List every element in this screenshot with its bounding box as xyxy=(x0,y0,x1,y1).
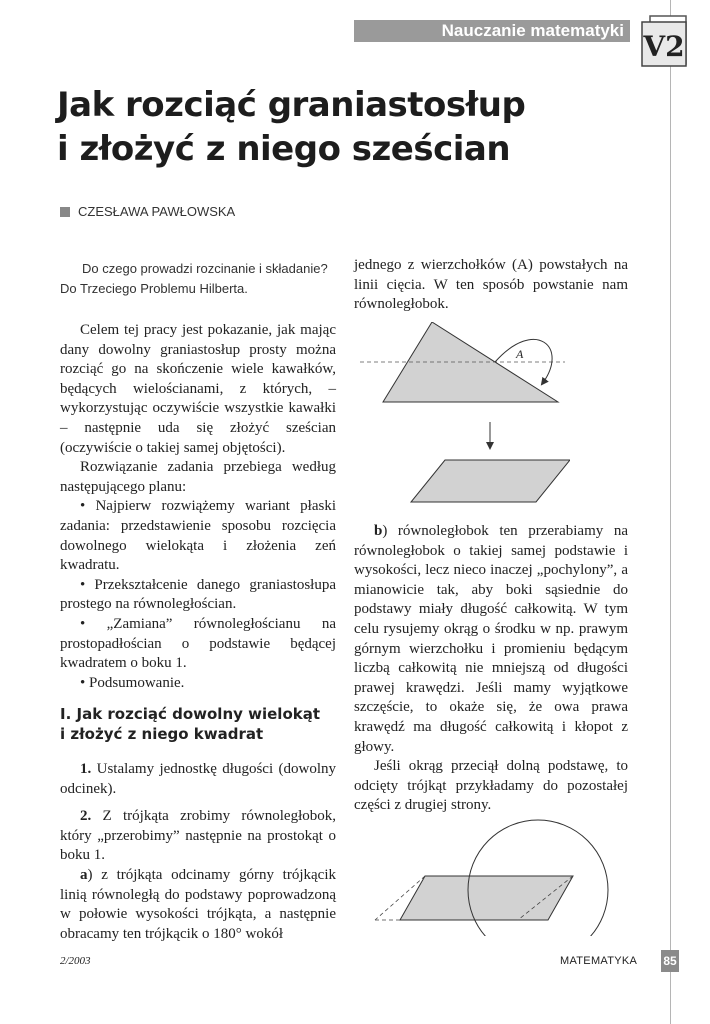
section-heading-line-1: I. Jak rozciąć dowolny wielokąt xyxy=(60,705,321,723)
right-paragraph-3: Jeśli okrąg przeciął dolną podstawę, to odcięty trójkąt przykładamy do pozostałej części z drugiej strony. xyxy=(354,758,628,814)
logo-text: V2 xyxy=(643,30,685,63)
issue-number: 2/2003 xyxy=(60,955,91,967)
parallelogram-shape xyxy=(400,876,573,920)
v2-logo xyxy=(640,12,692,70)
square-bullet-icon xyxy=(60,207,70,217)
section-title: Nauczanie matematyki xyxy=(441,21,624,40)
journal-name: MATEMATYKA xyxy=(560,955,638,967)
plan-item-2: • Przekształcenie danego graniastosłupa prostego na równoległościan. xyxy=(60,576,336,613)
header-bar xyxy=(354,20,630,42)
figure-triangle-to-parallelogram xyxy=(360,322,570,522)
lead-line-2: Do Trzeciego Problemu Hilberta. xyxy=(60,281,248,296)
step-b xyxy=(354,522,628,757)
parallelogram-shape xyxy=(411,460,570,502)
author xyxy=(60,204,235,219)
step-b-text: ) równoległobok ten przerabiamy na równoległobok o takiej samej podstawie i wysokości, lecz nieco inaczej „pochylony”, a mianowicie tak, aby boki sąsiednie do podstawy miały długość całkowitą. W tym celu rysujemy okrąg o środku w np. prawym górnym wierzchołku i promieniu będącym liczbą całkowitą nie mniejszą od długości prawej krawędzi. Jeśli mamy wyjątkowe szczęście, to okaże się, że owa prawa krawędź ma długość całkowitą i kłopot z głowy. xyxy=(354,523,628,755)
title-line-2: i złożyć z niego sześcian xyxy=(57,129,511,169)
lead-line-1: Do czego prowadzi rozcinanie i składanie? xyxy=(82,261,328,276)
page-number: 85 xyxy=(661,950,679,972)
step-2-number: 2. xyxy=(80,808,92,825)
right-paragraph-1: jednego z wierzchołków (A) powstałych na linii cięcia. W ten sposób powstanie nam równoległobok. xyxy=(354,257,628,313)
author-name: CZESŁAWA PAWŁOWSKA xyxy=(78,204,236,219)
step-a-text: ) z trójkąta odcinamy górny trójkącik linią równoległą do podstawy poprowadzoną w połowie wysokości trójkąta, a następnie obracamy ten trójkącik o 180° wokół xyxy=(60,866,336,942)
right-column-top xyxy=(354,256,628,315)
plan-item-1: • Najpierw rozwiążemy wariant płaski zadania: przedstawienie sposobu rozcięcia dowolnego wielokąta i złożenia zeń kwadratu. xyxy=(60,498,336,574)
left-column-steps xyxy=(60,760,336,944)
step-a xyxy=(60,866,336,944)
step-2 xyxy=(60,807,336,866)
plan-item-4: • Podsumowanie. xyxy=(80,674,185,691)
margin-rule xyxy=(670,0,671,1024)
step-1-number: 1. xyxy=(80,761,92,777)
vertex-label-a: A xyxy=(516,347,524,361)
article-title xyxy=(57,83,525,171)
step-a-label: a xyxy=(80,866,88,883)
step-2-text: Z trójkąta zrobimy równoległobok, który „przerobimy” następnie na prostokąt o boku 1. xyxy=(60,808,336,864)
left-column-intro xyxy=(60,321,336,693)
step-1 xyxy=(60,760,336,799)
intro-paragraph: Celem tej pracy jest pokazanie, jak mając dany dowolny graniastosłup prosty można rozciąć go na skończenie wiele kawałków, będących wielościanami, z których, – wykorzystując oczywiście wszystkie kawałki – następnie uda się złożyć sześcian (oczywiście o takiej samej objętości). xyxy=(60,322,336,456)
figure-circle-cut xyxy=(370,818,620,936)
plan-paragraph: Rozwiązanie zadania przebiega według następującego planu: xyxy=(60,459,336,495)
section-heading-line-2: i złożyć z niego kwadrat xyxy=(60,725,264,743)
lead-text xyxy=(60,259,336,299)
right-column-bottom xyxy=(354,522,628,816)
plan-item-3: • „Zamiana” równoległościanu na prostopadłościan o podstawie będącej kwadratem o boku 1. xyxy=(60,615,336,672)
title-line-1: Jak rozciąć graniastosłup xyxy=(57,85,526,125)
step-1-text: Ustalamy jednostkę długości (dowolny odcinek). xyxy=(60,761,336,797)
section-heading xyxy=(60,704,320,744)
step-b-label: b xyxy=(374,523,383,539)
